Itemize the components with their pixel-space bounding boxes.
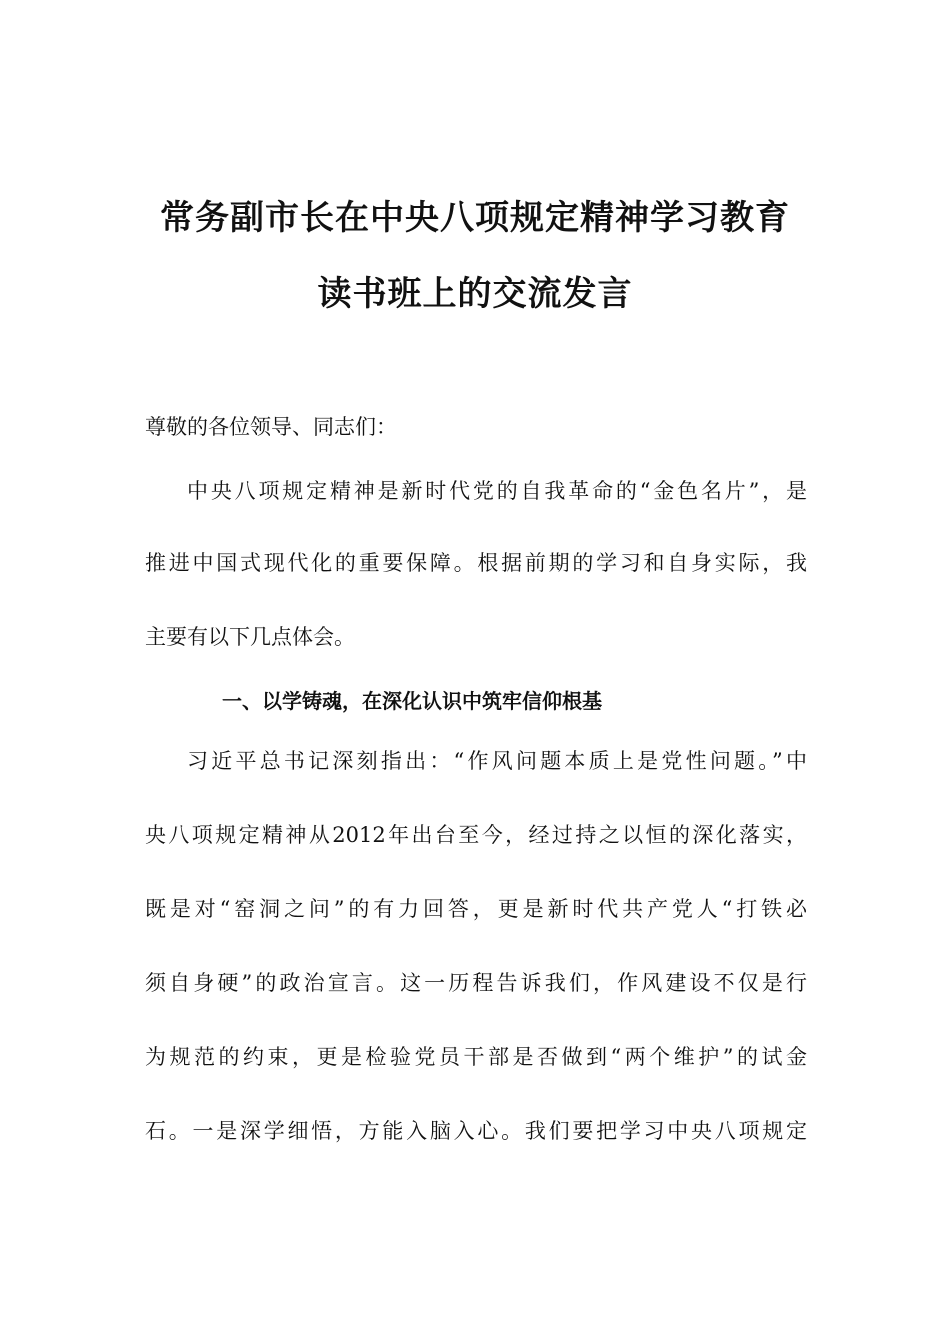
section1-line-6: 石。一是深学细悟，方能入脑入心。我们要把学习中央八项规定 [145, 1119, 807, 1143]
section1-line-1: 习近平总书记深刻指出：“作风问题本质上是党性问题。”中 [187, 749, 807, 773]
section1-line-5: 为规范的约束，更是检验党员干部是否做到“两个维护”的试金 [145, 1045, 807, 1069]
document-title-line-2: 读书班上的交流发言 [317, 274, 633, 314]
document-title-line-1: 常务副市长在中央八项规定精神学习教育 [160, 198, 790, 238]
section1-line-2: 央八项规定精神从2012年出台至今，经过持之以恒的深化落实， [145, 823, 807, 847]
intro-line-2: 推进中国式现代化的重要保障。根据前期的学习和自身实际，我 [145, 551, 807, 575]
intro-line-3: 主要有以下几点体会。 [145, 625, 355, 649]
salutation: 尊敬的各位领导、同志们： [145, 415, 397, 439]
intro-line-1: 中央八项规定精神是新时代党的自我革命的“金色名片”，是 [187, 479, 807, 503]
section-heading-1: 一、以学铸魂，在深化认识中筑牢信仰根基 [222, 689, 602, 713]
section1-line-3: 既是对“窑洞之问”的有力回答，更是新时代共产党人“打铁必 [145, 897, 807, 921]
section1-line-4: 须自身硬”的政治宣言。这一历程告诉我们，作风建设不仅是行 [145, 971, 807, 995]
